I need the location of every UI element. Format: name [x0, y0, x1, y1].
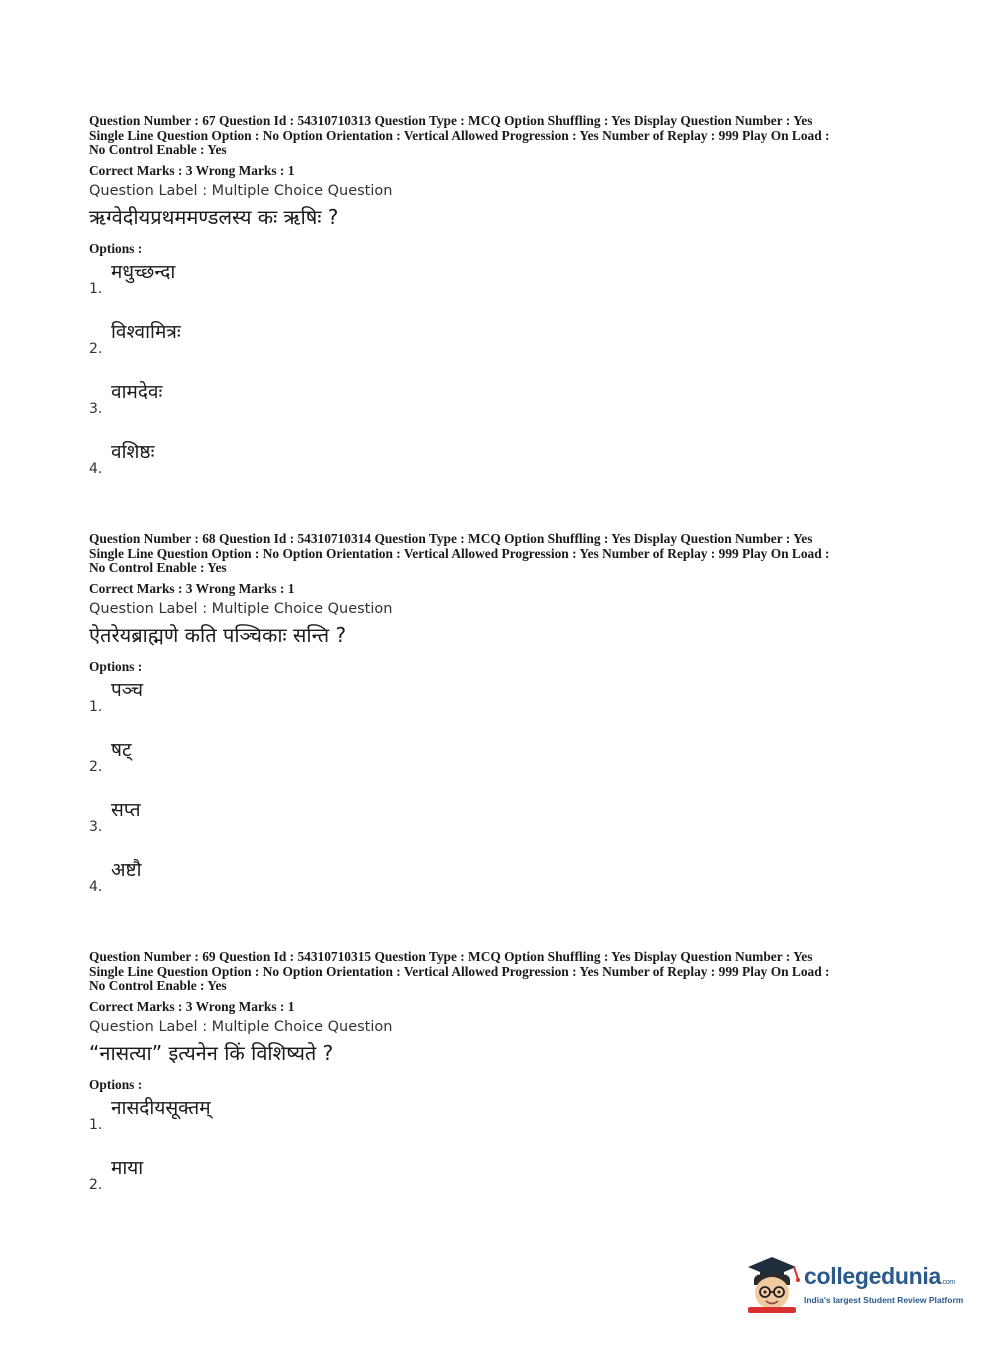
- meta-line: Single Line Question Option : No Option Orientation : Vertical Allowed Progression : Yes Number of Replay : 999 Play On Load :: [89, 963, 830, 979]
- option-item[interactable]: [89, 677, 919, 737]
- option-item[interactable]: [89, 379, 919, 439]
- question-stem: ऐतरेयब्राह्मणे कति पञ्चिकाः सन्ति ?: [89, 622, 347, 647]
- meta-line: No Control Enable : Yes: [89, 978, 227, 994]
- options-list: [89, 1095, 919, 1215]
- question-block-69: [89, 950, 919, 1215]
- option-number: 2.: [89, 1176, 103, 1193]
- option-number: 1.: [89, 1116, 103, 1133]
- meta-line: Single Line Question Option : No Option Orientation : Vertical Allowed Progression : Yes Number of Replay : 999 Play On Load :: [89, 127, 830, 143]
- option-text: वशिष्ठः: [111, 440, 155, 463]
- meta-line: No Control Enable : Yes: [89, 560, 227, 576]
- option-text: वामदेवः: [111, 380, 163, 403]
- question-meta: [89, 532, 919, 576]
- marks-line: Correct Marks : 3 Wrong Marks : 1: [89, 998, 295, 1014]
- option-item[interactable]: [89, 737, 919, 797]
- option-text: षट्: [111, 738, 132, 761]
- question-label: Question Label : Multiple Choice Question: [89, 600, 393, 617]
- option-item[interactable]: [89, 857, 919, 917]
- option-item[interactable]: [89, 1095, 919, 1155]
- marks-line: Correct Marks : 3 Wrong Marks : 1: [89, 162, 295, 178]
- meta-line: Single Line Question Option : No Option Orientation : Vertical Allowed Progression : Yes Number of Replay : 999 Play On Load :: [89, 545, 830, 561]
- question-meta: [89, 114, 919, 158]
- option-number: 1.: [89, 280, 103, 297]
- option-item[interactable]: [89, 259, 919, 319]
- option-item[interactable]: [89, 797, 919, 857]
- options-heading: Options :: [89, 1076, 143, 1092]
- option-item[interactable]: [89, 319, 919, 379]
- question-label: Question Label : Multiple Choice Question: [89, 1018, 393, 1035]
- option-number: 4.: [89, 460, 103, 477]
- option-text: माया: [111, 1156, 144, 1179]
- meta-line: Question Number : 67 Question Id : 54310710313 Question Type : MCQ Option Shuffling : Yes Display Question Number : Yes: [89, 113, 813, 128]
- options-list: [89, 259, 919, 499]
- question-meta: [89, 950, 919, 994]
- options-heading: Options :: [89, 658, 143, 674]
- option-text: पञ्च: [111, 678, 144, 701]
- logo-name: collegedunia: [804, 1263, 941, 1289]
- option-number: 2.: [89, 340, 103, 357]
- option-number: 2.: [89, 758, 103, 775]
- logo-suffix: .com: [940, 1279, 955, 1286]
- options-heading: Options :: [89, 240, 143, 256]
- option-number: 1.: [89, 698, 103, 715]
- option-number: 3.: [89, 400, 103, 417]
- logo-tagline: India's largest Student Review Platform: [804, 1295, 964, 1305]
- question-block-67: [89, 114, 919, 499]
- question-block-68: [89, 532, 919, 917]
- option-text: सप्त: [111, 798, 141, 821]
- question-label: Question Label : Multiple Choice Question: [89, 182, 393, 199]
- collegedunia-logo[interactable]: [742, 1253, 972, 1315]
- option-item[interactable]: [89, 1155, 919, 1215]
- options-list: [89, 677, 919, 917]
- marks-line: Correct Marks : 3 Wrong Marks : 1: [89, 580, 295, 596]
- option-number: 3.: [89, 818, 103, 835]
- student-mascot-icon: [742, 1253, 802, 1315]
- option-text: विश्वामित्रः: [111, 320, 181, 343]
- option-item[interactable]: [89, 439, 919, 499]
- question-stem: “नासत्या” इत्यनेन किं विशिष्यते ?: [89, 1040, 334, 1065]
- option-text: मधुच्छन्दा: [111, 260, 176, 283]
- meta-line: Question Number : 68 Question Id : 54310710314 Question Type : MCQ Option Shuffling : Yes Display Question Number : Yes: [89, 531, 813, 546]
- option-number: 4.: [89, 878, 103, 895]
- meta-line: No Control Enable : Yes: [89, 142, 227, 158]
- option-text: नासदीयसूक्तम्: [111, 1096, 211, 1119]
- option-text: अष्टौ: [111, 858, 142, 881]
- logo-wordmark: [804, 1263, 955, 1290]
- question-stem: ऋग्वेदीयप्रथममण्डलस्य कः ऋषिः ?: [89, 204, 339, 229]
- meta-line: Question Number : 69 Question Id : 54310710315 Question Type : MCQ Option Shuffling : Yes Display Question Number : Yes: [89, 949, 813, 964]
